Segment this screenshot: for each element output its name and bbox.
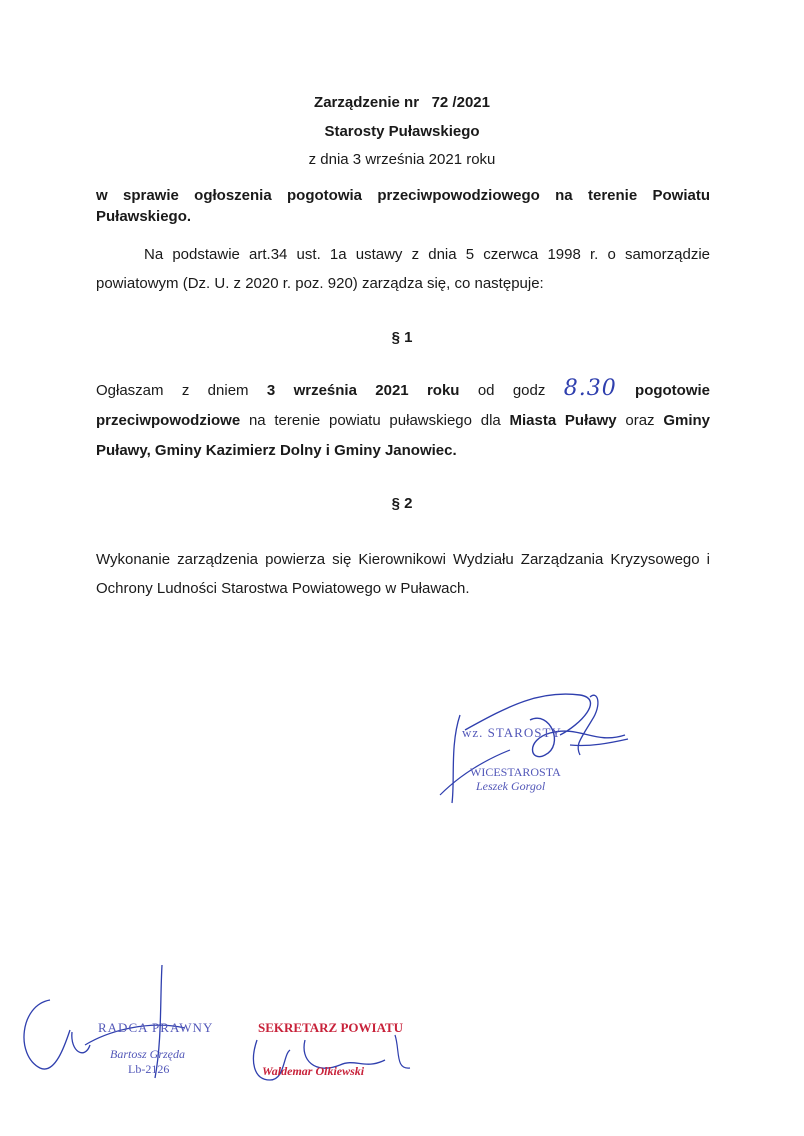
document-date: z dnia 3 września 2021 roku	[308, 151, 496, 168]
sekretarz-stamp-line1: SEKRETARZ POWIATU	[258, 1020, 404, 1035]
sekretarz-signature-icon	[245, 1030, 435, 1090]
s1-text-1: Ogłaszam z dniem	[96, 382, 249, 399]
starosta-stamp-line3: Leszek Gorgol	[476, 779, 546, 793]
section-1-paragraph	[96, 374, 710, 466]
s1-text-3: na terenie powiatu puławskiego dla	[248, 412, 501, 429]
s1-text-4: oraz	[625, 412, 655, 429]
section-1-heading: § 1	[391, 329, 413, 346]
radca-stamp-line1: RADCA PRAWNY	[98, 1020, 214, 1035]
sekretarz-stamp-line2: Waldemar Olkiewski	[262, 1064, 365, 1078]
preamble-paragraph: Na podstawie art.34 ust. 1a ustawy z dnia 5 czerwca 1998 r. o samorządzie powiatowym (Dz. U. z 2020 r. poz. 920) zarządza się, co następuje:	[96, 246, 710, 292]
title-prefix: Zarządzenie nr	[314, 94, 420, 111]
radca-stamp-line3: Lb-2126	[128, 1062, 170, 1076]
section-2-heading: § 2	[391, 495, 413, 512]
starosta-stamp-line1: wz. STAROSTY	[462, 725, 562, 740]
document-subject: w sprawie ogłoszenia pogotowia przeciwpowodziowego na terenie Powiatu Puławskiego.	[96, 187, 710, 225]
s1-bold-3: Gminy Puławy, Gminy Kazimierz Dolny i Gminy Janowiec.	[96, 412, 710, 459]
starosta-stamp-line2: WICESTAROSTA	[470, 765, 561, 779]
s1-bold-1: pogotowie przeciwpowodziowe	[96, 382, 711, 429]
section-2-paragraph: Wykonanie zarządzenia powierza się Kierownikowi Wydziału Zarządzania Kryzysowego i Ochrony Ludności Starostwa Powiatowego w Puławach.	[96, 551, 710, 597]
s1-bold-2: Miasta Puławy	[509, 412, 617, 429]
s1-text-2: od godz	[477, 382, 546, 399]
title-number: 72 /2021	[431, 94, 490, 111]
document-title	[0, 94, 804, 111]
radca-stamp-line2: Bartosz Grzęda	[110, 1047, 186, 1061]
handwritten-time: 8.30	[563, 376, 617, 401]
s1-date: 3 września 2021 roku	[266, 382, 460, 399]
document-authority: Starosty Puławskiego	[324, 123, 480, 140]
